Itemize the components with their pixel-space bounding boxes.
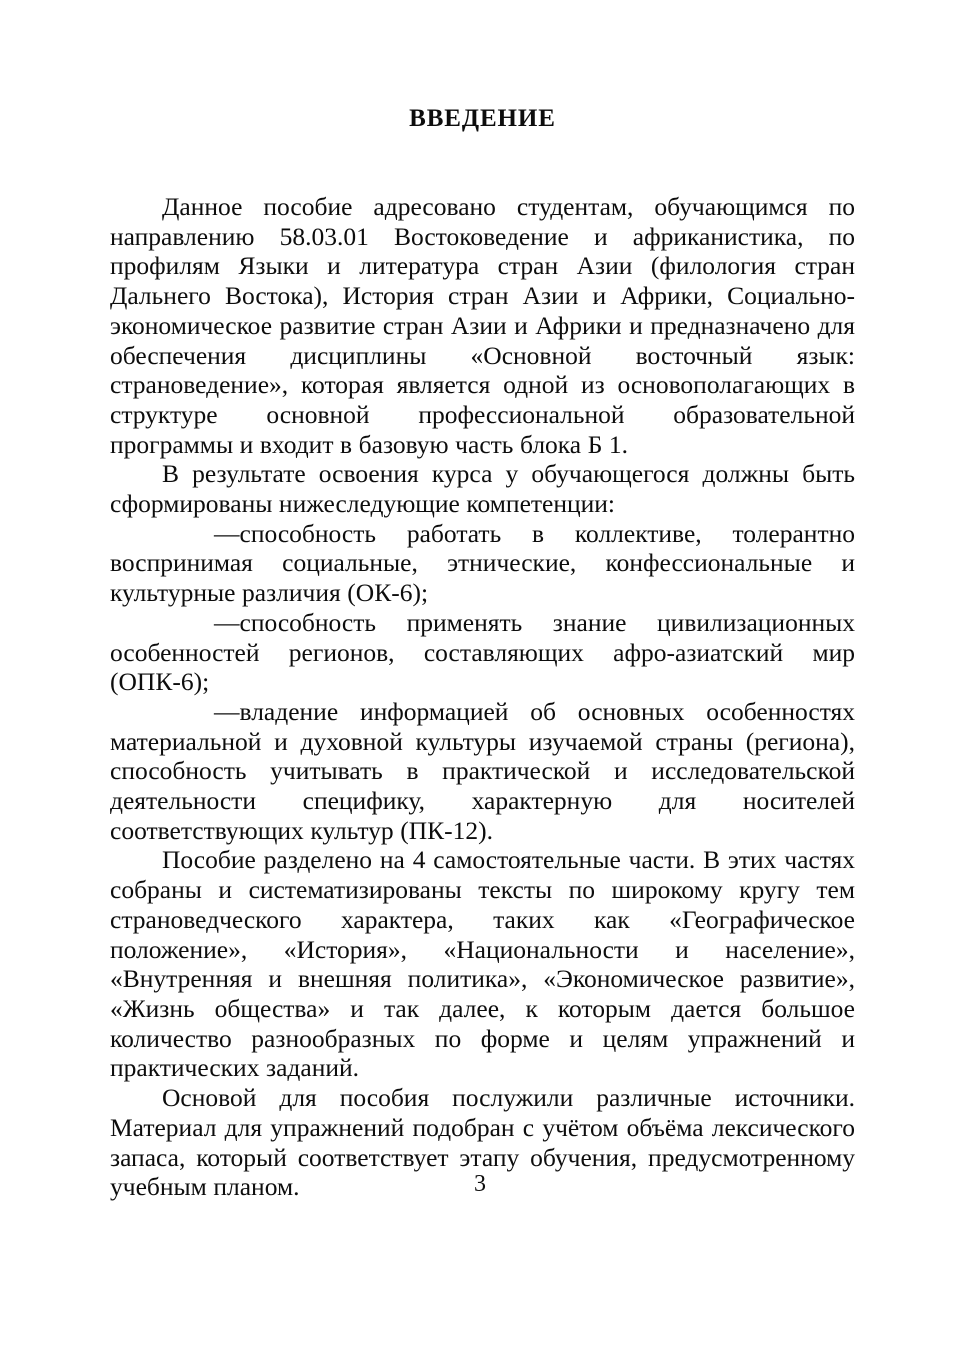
paragraph-sources: Основой для пособия послужили различные источники. Материал для упражнений подобран с учётом объёма лексического запаса, который соответствует этапу обучения, предусмотренному учебным планом. [110, 1083, 855, 1202]
page-content [110, 104, 855, 1202]
paragraph-intro-audience: Данное пособие адресовано студентам, обучающимся по направлению 58.03.01 Востоковедение и африканистика, по профилям Языки и литература стран Азии (филология стран Дальнего Востока), История стран Азии и Африки, Социально-экономическое развитие стран Азии и Африки и предназначено для обеспечения дисциплины «Основной восточный язык: страноведение», которая является одной из основополагающих в структуре основной профессиональной образовательной программы и входит в базовую часть блока Б 1. [110, 192, 855, 459]
list-item-text: способность применять знание цивилизационных особенностей регионов, составляющих афро-азиатский мир (ОПК-6); [110, 607, 855, 697]
list-item-competency-pk12 [110, 697, 855, 846]
list-item-text: способность работать в коллективе, толерантно воспринимая социальные, этнические, конфессиональные и культурные различия (ОК-6); [110, 518, 855, 608]
list-item-competency-opk6 [110, 608, 855, 697]
em-dash-bullet: — [214, 696, 240, 726]
em-dash-bullet: — [214, 607, 240, 637]
page-title: ВВЕДЕНИЕ [409, 105, 556, 132]
page-number: 3 [474, 1171, 486, 1197]
paragraph-competencies-lead: В результате освоения курса у обучающегося должны быть сформированы нижеследующие компетенции: [110, 459, 855, 519]
list-item-competency-ok6 [110, 519, 855, 608]
paragraph-structure: Пособие разделено на 4 самостоятельные части. В этих частях собраны и систематизированы тексты по широкому кругу тем страноведческого характера, таких как «Географическое положение», «История», «Национальности и население», «Внутренняя и внешняя политика», «Экономическое развитие», «Жизнь общества» и так далее, к которым дается большое количество разнообразных по форме и целям упражнений и практических заданий. [110, 845, 855, 1083]
em-dash-bullet: — [214, 518, 240, 548]
list-item-text: владение информацией об основных особенностях материальной и духовной культуры изучаемой страны (региона), способность учитывать в практической и исследовательской деятельности специфику, характерную для носителей соответствующих культур (ПК-12). [110, 696, 855, 845]
